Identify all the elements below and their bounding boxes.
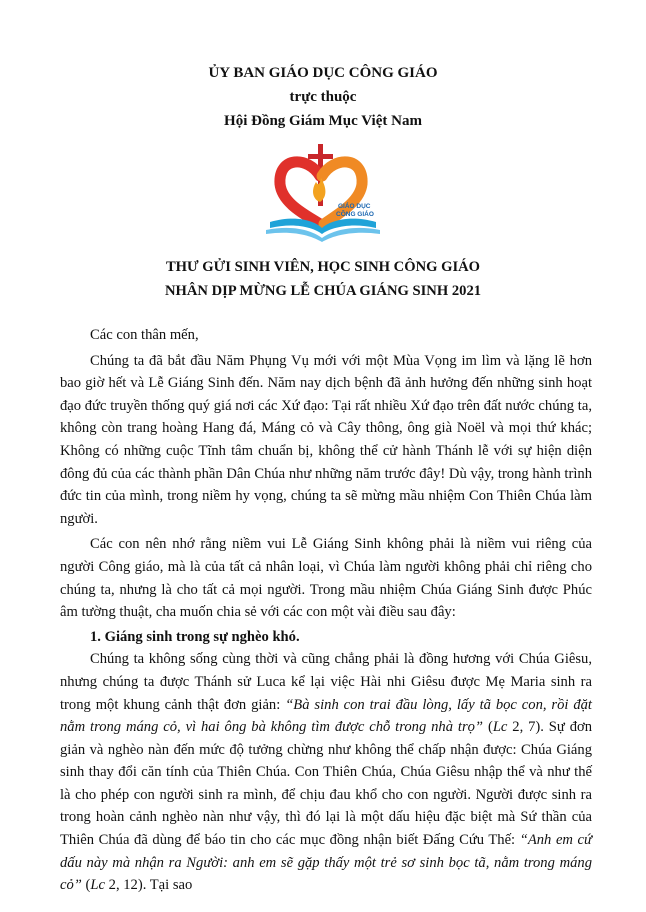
letter-title-line1: THƯ GỬI SINH VIÊN, HỌC SINH CÔNG GIÁO [165, 259, 481, 275]
paragraph-3: Chúng ta không sống cùng thời và cũng chẳng phải là đồng hương với Chúa Giêsu, nhưng chúng ta được Thánh sử Luca kể lại việc Hài nhi Giêsu được Mẹ Maria sinh ra trong một khung cảnh thật đơn giản: “Bà sinh con trai đầu lòng, lấy tã bọc con, rồi đặt nằm trong máng cỏ, vì hai ông bà không tìm được chỗ trong nhà trọ” (Lc 2, 7). Sự đơn giản và nghèo nàn đến mức độ tưởng chừng như không thể chấp nhận được: Chúa Giáng sinh thay đổi căn tính của Thiên Chúa. Con Thiên Chúa, Chúa Giêsu nhập thể và như thế là cho phép con người sinh ra mình, để chịu đau khổ cho con người. Người được sinh ra trong hoàn cảnh nghèo nàn như vậy, thì đó lại là một dấu hiệu đặc biệt mà Sứ thần của Thiên Chúa đã dùng để báo tin cho các mục đồng nhận biết Đấng Cứu Thế: “Anh em cứ dấu này mà nhận ra Người: anh em sẽ gặp thấy một trẻ sơ sinh bọc tã, nằm trong máng cỏ” (Lc 2, 12). Tại sao [60, 651, 593, 894]
letter-body [60, 324, 592, 897]
paragraph-2: Các con nên nhớ rằng niềm vui Lễ Giáng Sinh không phải là niềm vui riêng của người Công giáo, mà là của tất cả nhân loại, vì Chúa làm người không phải chỉ riêng cho chúng ta, nhưng là cho tất cả mọi người. Trong mầu nhiệm Chúa Giáng Sinh được Phúc âm tường thuật, cha muốn chia sẻ với các con một vài điều sau đây: [60, 536, 592, 621]
svg-text:GIÁO DỤC: GIÁO DỤC [338, 203, 371, 210]
committee-name: ỦY BAN GIÁO DỤC CÔNG GIÁO [208, 65, 438, 81]
scripture-quote-2: “Anh em cứ dấu này mà nhận ra Người: anh em sẽ gặp thấy một trẻ sơ sinh bọc tã, nằm trong máng cỏ” [60, 832, 592, 894]
section-heading-1: 1. Giáng sinh trong sự nghèo khó. [90, 628, 300, 645]
catholic-education-logo [258, 142, 388, 246]
letter-title-line2: NHÂN DỊP MỪNG LỄ CHÚA GIÁNG SINH 2021 [164, 283, 482, 299]
conference-name: Hội Đồng Giám Mục Việt Nam [224, 113, 422, 129]
greeting: Các con thân mến, [90, 327, 199, 343]
paragraph-1: Chúng ta đã bắt đầu Năm Phụng Vụ mới với một Mùa Vọng im lìm và lặng lẽ hơn bao giờ hết và Lễ Giáng Sinh đến. Năm nay dịch bệnh đã ảnh hưởng đến những sinh hoạt đạo đức truyền thống quý giá nơi các Xứ đạo: Tại rất nhiều Xứ đạo trên đất nước chúng ta, không còn trang hoàng Hang đá, Máng cỏ và Cây thông, ông già Noël và mọi thứ khác; Không có những cuộc Tĩnh tâm chuẩn bị, không thể cử hành Thánh lễ với sự hiện diện đông đủ của các thành phần Dân Chúa như những năm trước đây! Dù vậy, trong hành trình đức tin của mình, trong niềm hy vọng, chúng ta sẽ mừng mầu nhiệm Con Thiên Chúa làm người. [60, 352, 592, 527]
affiliation-label: trực thuộc [289, 89, 357, 105]
scripture-quote-1: “Bà sinh con trai đầu lòng, lấy tã bọc con, rồi đặt nằm trong máng cỏ, vì hai ông bà không tìm được chỗ trong nhà trọ” [60, 696, 592, 736]
svg-text:CÔNG GIÁO: CÔNG GIÁO [336, 211, 374, 218]
logo-emblem-icon [258, 142, 388, 246]
